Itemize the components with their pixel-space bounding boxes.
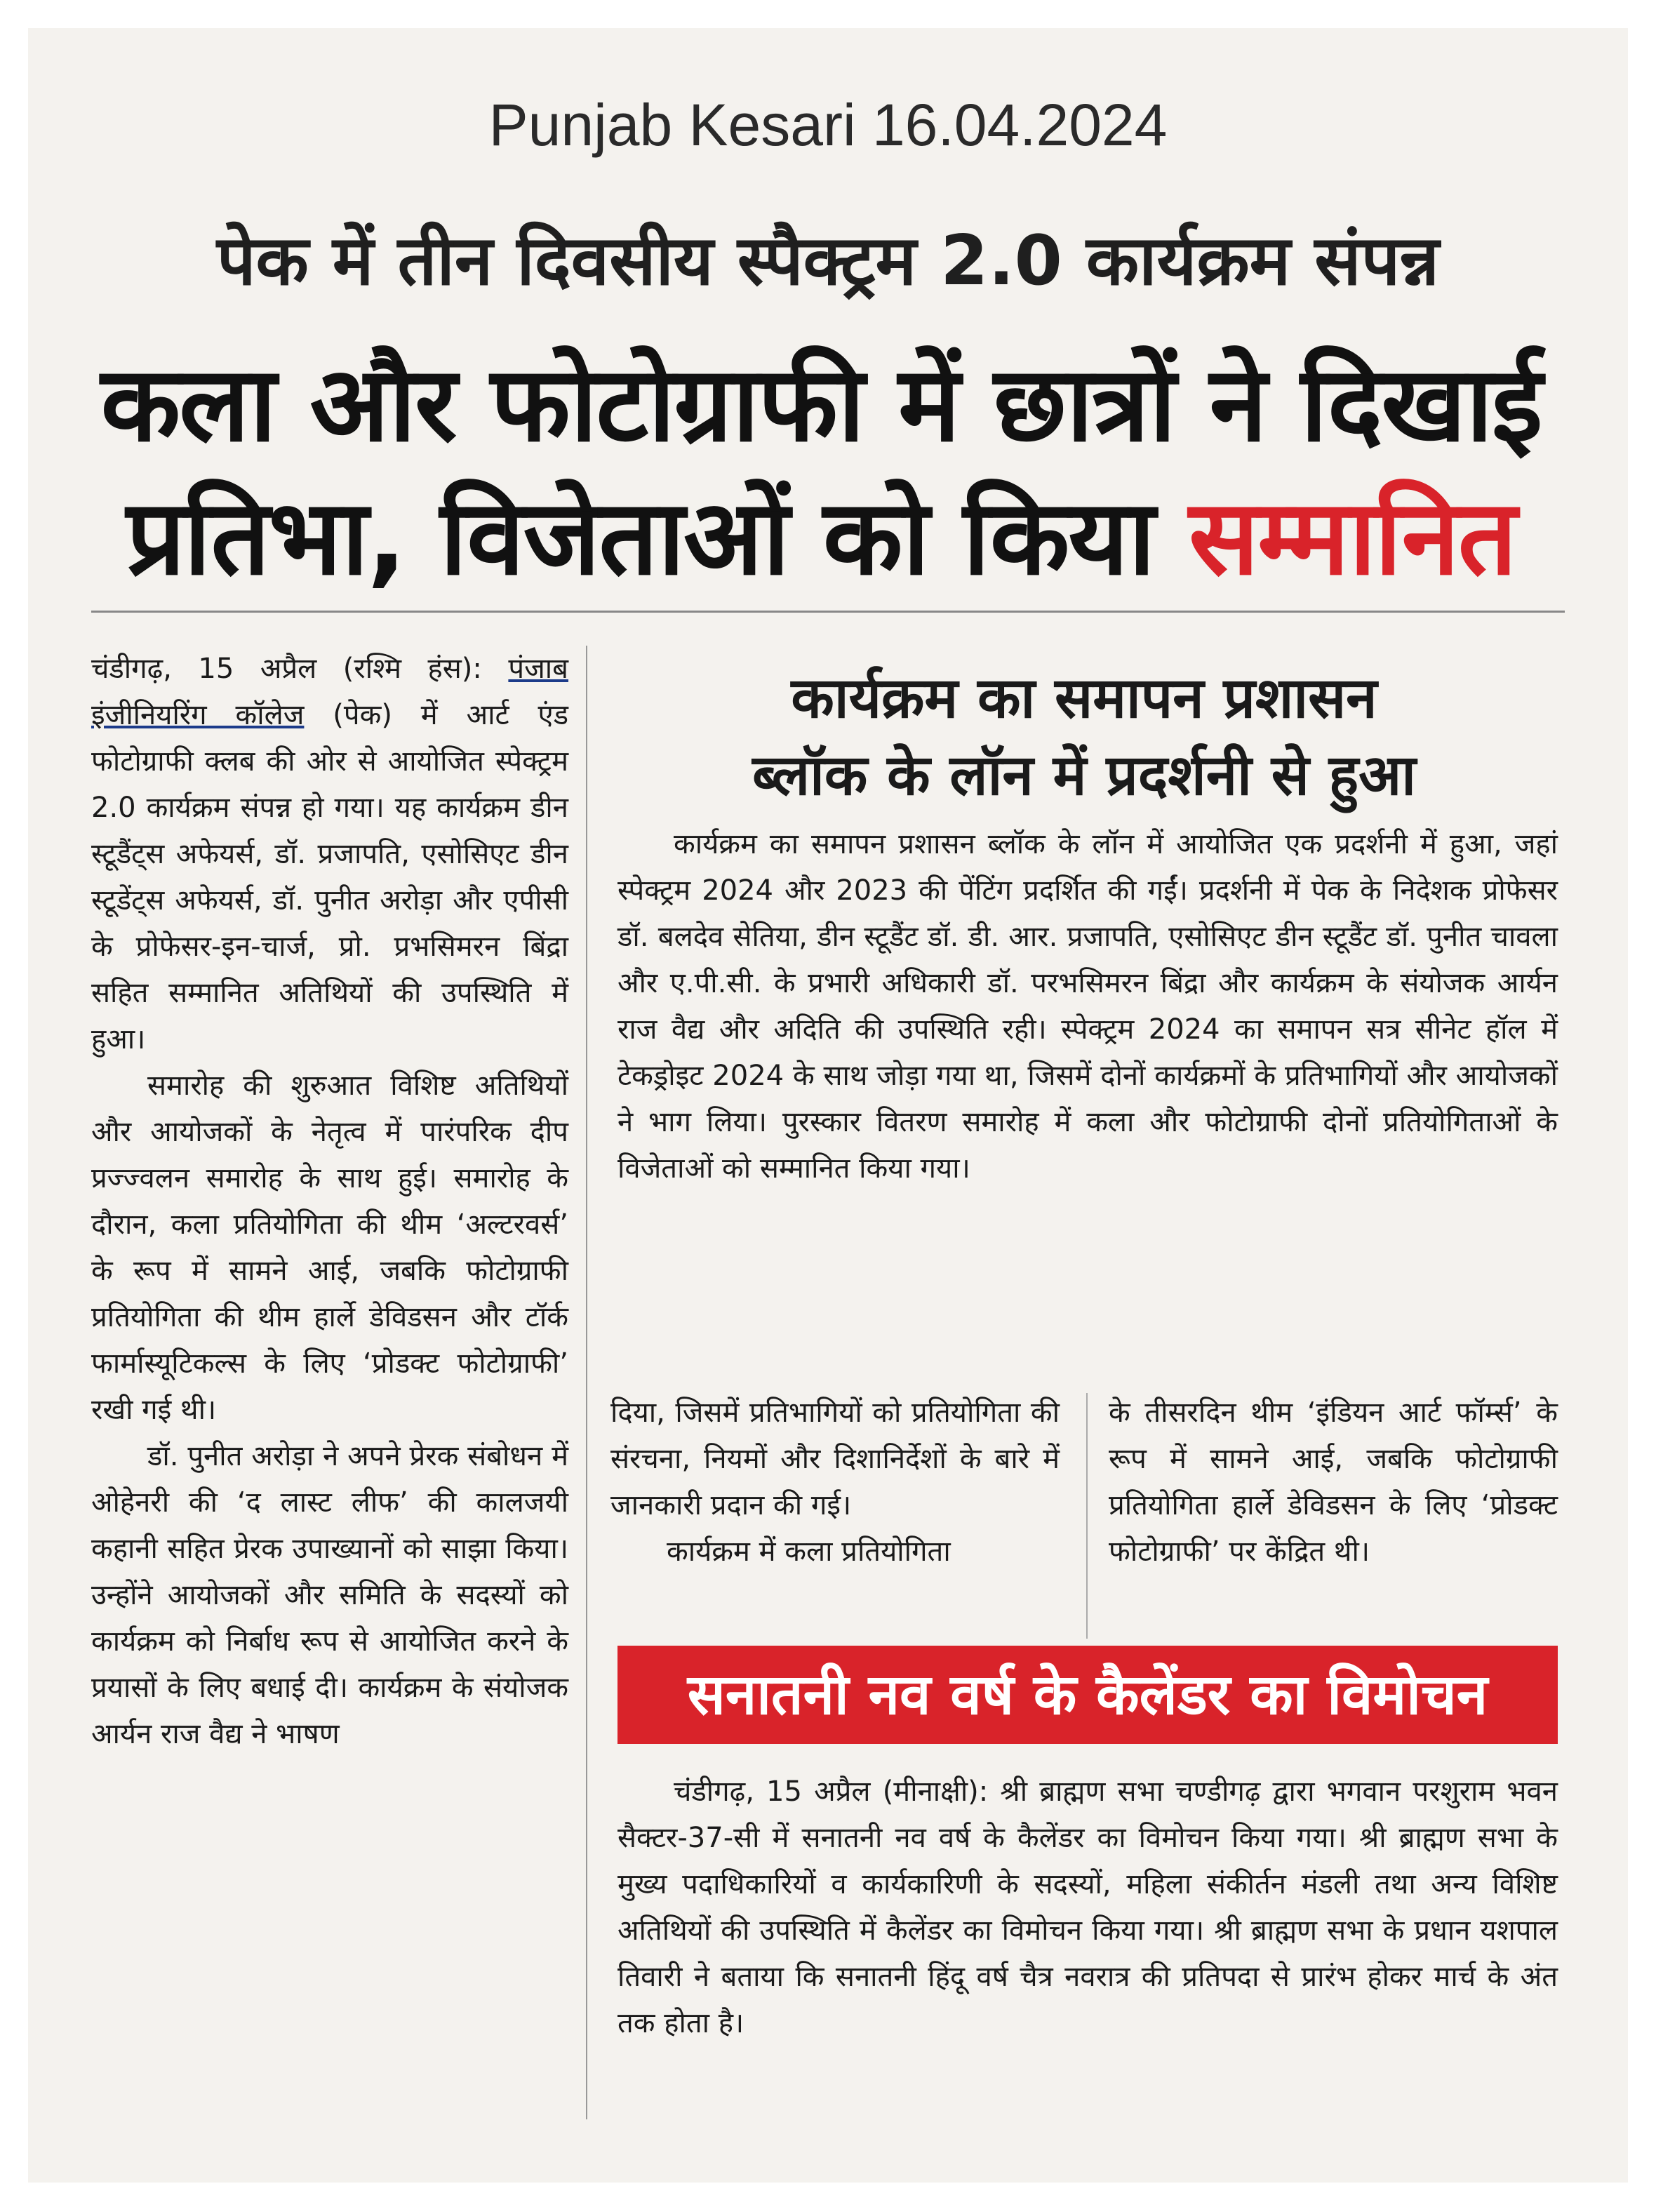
column-b: [1109, 1390, 1558, 1575]
left-para-1: [91, 646, 568, 1062]
column-divider: [586, 646, 587, 2119]
subheadline-line-1: कार्यक्रम का समापन प्रशासन: [791, 665, 1377, 731]
inner-column-divider: [1086, 1393, 1088, 1639]
left-para-1-text: (पेक) में आर्ट एंड फोटोग्राफी क्लब की ओर से आयोजित स्पेक्ट्रम 2.0 कार्यक्रम संपन्न हो गया। यह कार्यक्रम डीन स्टूडैंट्स अफेयर्स, डॉ. प्रजापति, एसोसिएट डीन स्टूडेंट्स अफेयर्स, डॉ. पुनीत अरोड़ा और एपीसी के प्रोफेसर-इन-चार्ज, प्रो. प्रभसिमरन बिंद्रा सहित सम्मानित अतिथियों की उपस्थिति में हुआ।: [91, 699, 568, 1055]
column-a-para-2: कार्यक्रम में कला प्रतियोगिता: [667, 1535, 951, 1568]
subheadline-line-2: ब्लॉक के लॉन में प्रदर्शनी से हुआ: [752, 742, 1416, 808]
headline-divider: [91, 611, 1565, 613]
college-name: पंजाब इंजीनियरिंग कॉलेज: [91, 653, 568, 731]
left-column: [91, 646, 568, 1757]
headline-highlight: सम्मानित: [1189, 477, 1516, 598]
column-a-para-1: दिया, जिसमें प्रतिभागियों को प्रतियोगिता की संरचना, नियमों और दिशानिर्देशों के बारे में जानकारी प्रदान की गई।: [610, 1397, 1060, 1521]
kicker-headline: पेक में तीन दिवसीय स्पैक्ट्रम 2.0 कार्यक्रम संपन्न: [216, 221, 1440, 301]
headline-line-2: [70, 463, 1572, 604]
second-story-body: [617, 1768, 1558, 2046]
left-para-2: समारोह की शुरुआत विशिष्ट अतिथियों और आयोजकों के नेतृत्व में पारंपरिक दीप प्रज्ज्वलन समारोह के साथ हुई। समारोह के दौरान, कला प्रतियोगिता की थीम ‘अल्टरवर्स’ के रूप में सामने आई, जबकि फोटोग्राफी प्रतियोगिता की थीम हार्ले डेविडसन और टॉर्क फार्मास्यूटिकल्स के लिए ‘प्रोडक्ट फोटोग्राफी’ रखी गई थी।: [91, 1070, 568, 1426]
source-line: Punjab Kesari 16.04.2024: [488, 92, 1168, 158]
column-a: [610, 1390, 1060, 1575]
second-story-banner: सनातनी नव वर्ष के कैलेंडर का विमोचन: [617, 1646, 1558, 1744]
headline-line-2-text: प्रतिभा, विजेताओं को किया: [126, 477, 1154, 598]
headline-line-1: कला और फोटोग्राफी में छात्रों ने दिखाई: [100, 344, 1542, 465]
main-paragraph-text: कार्यक्रम का समापन प्रशासन ब्लॉक के लॉन में आयोजित एक प्रदर्शनी में हुआ, जहां स्पेक्ट्रम 2024 और 2023 की पेंटिंग प्रदर्शित की गईं। प्रदर्शनी में पेक के निदेशक प्रोफेसर डॉ. बलदेव सेतिया, डीन स्टूडैंट डॉ. डी. आर. प्रजापति, एसोसिएट डीन स्टूडैंट डॉ. पुनीत चावला और ए.पी.सी. के प्रभारी अधिकारी डॉ. परभसिमरन बिंद्रा और कार्यक्रम के संयोजक आर्यन राज वैद्य और अदिति की उपस्थिति रही। स्पेक्ट्रम 2024 का समापन सत्र सीनेट हॉल में टेकड्रोइट 2024 के साथ जोड़ा गया था, जिसमें दोनों कार्यक्रमों के प्रतिभागियों और आयोजकों ने भाग लिया। पुरस्कार वितरण समारोह में कला और फोटोग्राफी दोनों प्रतियोगिताओं के विजेताओं को सम्मानित किया गया।: [617, 828, 1558, 1185]
left-para-3: डॉ. पुनीत अरोड़ा ने अपने प्रेरक संबोधन में ओहेनरी की ‘द लास्ट लीफ’ की कालजयी कहानी सहित प्रेरक उपाख्यानों को साझा किया। उन्होंने आयोजकों और समिति के सदस्यों को कार्यक्रम को निर्बाध रूप से आयोजित करने के प्रयासों के लिए बधाई दी। कार्यक्रम के संयोजक आर्यन राज वैद्य ने भाषण: [91, 1440, 568, 1750]
dateline: चंडीगढ़, 15 अप्रैल (रश्मि हंस):: [91, 653, 482, 685]
subheadline: [610, 660, 1558, 814]
column-b-para-1: के तीसरदिन थीम ‘इंडियन आर्ट फॉर्म्स’ के रूप में सामने आई, जबकि फोटोग्राफी प्रतियोगिता हार्ले डेविडसन के लिए ‘प्रोडक्ट फोटोग्राफी’ पर केंद्रित थी।: [1109, 1397, 1558, 1568]
main-paragraph: [617, 821, 1558, 1192]
second-story-text: चंडीगढ़, 15 अप्रैल (मीनाक्षी): श्री ब्राह्मण सभा चण्डीगढ़ द्वारा भगवान परशुराम भवन सैक्टर-37-सी में सनातनी नव वर्ष के कैलेंडर का विमोचन किया गया। श्री ब्राह्मण सभा के मुख्य पदाधिकारियों व कार्यकारिणी के सदस्यों, महिला संकीर्तन मंडली तथा अन्य विशिष्ट अतिथियों की उपस्थिति में कैलेंडर का विमोचन किया गया। श्री ब्राह्मण सभा के प्रधान यशपाल तिवारी ने बताया कि सनातनी हिंदू वर्ष चैत्र नवरात्र की प्रतिपदा से प्रारंभ होकर मार्च के अंत तक होता है।: [617, 1775, 1558, 2039]
